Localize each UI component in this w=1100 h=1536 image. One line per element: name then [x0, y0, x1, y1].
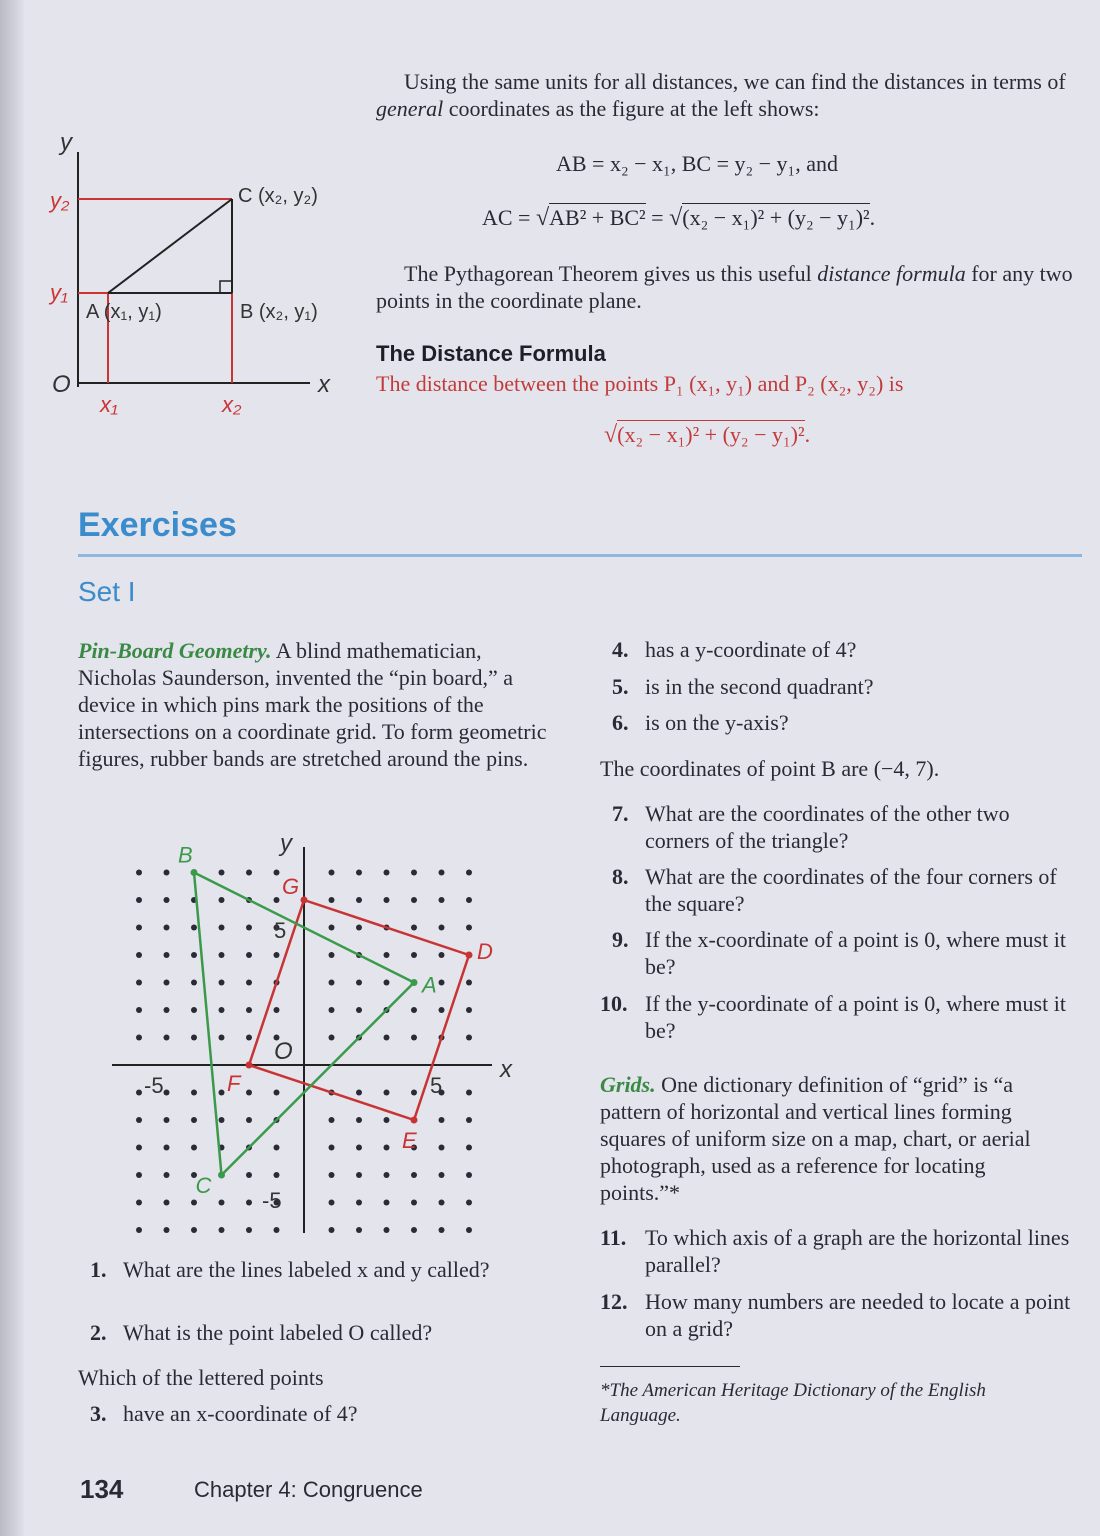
pin: [329, 897, 335, 903]
intro-paragraph: [376, 68, 1086, 122]
pinboard-lead: Pin-Board Geometry.: [78, 638, 272, 663]
fig1-x2-label: x₂: [222, 392, 242, 417]
pin: [136, 870, 142, 876]
pythagorean-text-2: for any two points in the coordinate plane.: [376, 261, 1073, 313]
pin: [191, 952, 197, 958]
pin: [466, 897, 472, 903]
pinboard-y-label: y: [280, 830, 292, 857]
distance-formula-period: .: [804, 422, 811, 447]
question-5-number: 5.: [612, 674, 629, 699]
fig1-ac: [108, 199, 232, 293]
pin: [356, 897, 362, 903]
point-b-marker: [191, 869, 198, 876]
pin: [219, 1227, 225, 1233]
pin: [384, 1227, 390, 1233]
fig1-y1-label: y₁: [50, 280, 68, 305]
question-1-number: 1.: [90, 1257, 107, 1282]
question-10-text: If the y-coordinate of a point is 0, where must it be?: [645, 991, 1066, 1043]
pin: [356, 870, 362, 876]
pin: [164, 1227, 170, 1233]
fig1-origin-label: O: [52, 371, 71, 398]
pin: [164, 952, 170, 958]
pin: [274, 1227, 280, 1233]
point-d-marker: [466, 952, 473, 959]
pin: [219, 925, 225, 931]
question-3-number: 3.: [90, 1401, 107, 1426]
equation-ac-period: .: [869, 205, 876, 230]
pin: [356, 980, 362, 986]
question-2-number: 2.: [90, 1320, 107, 1345]
pin: [246, 870, 252, 876]
pin: [439, 952, 445, 958]
pin: [136, 897, 142, 903]
pin: [384, 897, 390, 903]
question-12-number: 12.: [600, 1289, 628, 1314]
question-9-text: If the x-coordinate of a point is 0, where must it be?: [645, 927, 1066, 979]
pin: [136, 1035, 142, 1041]
question-9: [612, 926, 1072, 980]
pinboard-x-label: x: [500, 1056, 512, 1083]
distance-figure: [40, 120, 360, 430]
pin: [246, 1172, 252, 1178]
question-10-number: 10.: [600, 991, 628, 1016]
pin: [356, 1145, 362, 1151]
point-f-marker: [246, 1062, 253, 1069]
equation-ac-equals: =: [645, 205, 670, 230]
pin: [466, 1090, 472, 1096]
pin: [219, 1090, 225, 1096]
pinboard-tick-neg-x: -5: [144, 1073, 164, 1098]
pin: [136, 1200, 142, 1206]
pin: [329, 1145, 335, 1151]
pin: [164, 1200, 170, 1206]
pin: [439, 1172, 445, 1178]
distance-formula-expression: [604, 422, 810, 449]
pin: [439, 1117, 445, 1123]
pin: [191, 1117, 197, 1123]
radical-sign-icon: √: [669, 205, 683, 231]
question-10: [600, 990, 1072, 1044]
pin: [356, 925, 362, 931]
pin: [164, 897, 170, 903]
fig1-right-angle: [220, 281, 232, 293]
pin: [274, 1172, 280, 1178]
footnote: *The American Heritage Dictionary of the English Language.: [600, 1380, 986, 1426]
intro-emphasis-general: general: [376, 96, 444, 121]
which-lettered-points: Which of the lettered points: [78, 1365, 324, 1390]
question-3: [90, 1400, 530, 1427]
pin: [411, 1172, 417, 1178]
pin: [136, 980, 142, 986]
pin: [164, 1007, 170, 1013]
pin: [411, 1200, 417, 1206]
pin: [439, 870, 445, 876]
pin: [191, 1227, 197, 1233]
question-8-number: 8.: [612, 864, 629, 889]
pin: [246, 1035, 252, 1041]
set-title: Set I: [78, 576, 136, 607]
pin: [329, 870, 335, 876]
question-7-text: What are the coordinates of the other two corners of the triangle?: [645, 801, 1010, 853]
pin: [356, 1090, 362, 1096]
pin: [329, 1172, 335, 1178]
grids-paragraph: [600, 1071, 1070, 1206]
fig1-y2-label: y₂: [50, 188, 70, 213]
pin: [219, 897, 225, 903]
question-7: [612, 800, 1062, 854]
pin: [246, 1200, 252, 1206]
pin: [439, 980, 445, 986]
question-12: [600, 1288, 1072, 1342]
pin: [411, 1007, 417, 1013]
pin: [191, 1090, 197, 1096]
point-g-marker: [301, 897, 308, 904]
point-b-statement: The coordinates of point B are (−4, 7).: [600, 756, 940, 781]
pin: [164, 1035, 170, 1041]
exercises-divider: [78, 554, 1082, 557]
pinboard-origin-label: O: [274, 1038, 293, 1065]
intro-text-1: Using the same units for all distances, we can find the distances in terms of: [404, 69, 1066, 94]
pin: [136, 1172, 142, 1178]
radical-sign-icon: √: [604, 422, 618, 448]
intro-text-2: coordinates as the figure at the left shows:: [443, 96, 820, 121]
pin: [191, 1035, 197, 1041]
pin: [439, 925, 445, 931]
equation-ab-bc-text: AB = x₂ − x₁, BC = y₂ − y₁, and: [556, 151, 838, 176]
distance-formula-radicand: (x₂ − x₁)² + (y₂ − y₁)²: [617, 422, 805, 447]
pin: [136, 1227, 142, 1233]
pin: [329, 925, 335, 931]
pin: [274, 897, 280, 903]
fig1-x1-label: x₁: [100, 392, 118, 417]
question-4-text: has a y-coordinate of 4?: [645, 637, 857, 662]
pin: [356, 1172, 362, 1178]
point-c-marker: [218, 1172, 225, 1179]
pin: [164, 980, 170, 986]
question-4-number: 4.: [612, 637, 629, 662]
question-6: [612, 709, 1072, 736]
pin: [411, 897, 417, 903]
pin: [274, 870, 280, 876]
pin: [356, 1117, 362, 1123]
pin: [219, 980, 225, 986]
pin: [274, 1007, 280, 1013]
pin: [439, 1007, 445, 1013]
pythagorean-text-1: The Pythagorean Theorem gives us this useful: [404, 261, 818, 286]
pin: [439, 897, 445, 903]
fig1-point-b: B (x₂, y₁): [240, 301, 318, 323]
pin: [164, 870, 170, 876]
pinboard-tick-pos-x: 5: [430, 1073, 443, 1098]
pinboard-figure: [100, 825, 540, 1235]
question-9-number: 9.: [612, 927, 629, 952]
grids-text: One dictionary definition of “grid” is “a pattern of horizontal and vertical lines forming squares of uniform size on a map, chart, or aerial photograph, used as a reference for locating points.”*: [600, 1072, 1031, 1205]
pin: [356, 1200, 362, 1206]
exercises-title: Exercises: [78, 506, 237, 544]
pin: [219, 870, 225, 876]
pin: [466, 925, 472, 931]
pin: [439, 1227, 445, 1233]
pin: [466, 1145, 472, 1151]
pin: [191, 1145, 197, 1151]
pin: [384, 1117, 390, 1123]
pin: [329, 952, 335, 958]
equation-ab-bc: [556, 151, 838, 177]
pin: [356, 1227, 362, 1233]
pin: [136, 1090, 142, 1096]
distance-formula-statement: The distance between the points P₁ (x₁, y₁) and P₂ (x₂, y₂) is: [376, 371, 904, 396]
pin: [191, 1007, 197, 1013]
pythagorean-emphasis: distance formula: [817, 261, 966, 286]
chapter-title: Chapter 4: Congruence: [194, 1477, 423, 1502]
pin: [329, 1117, 335, 1123]
pin: [411, 1035, 417, 1041]
pin: [164, 1117, 170, 1123]
pin: [384, 952, 390, 958]
pin: [466, 1172, 472, 1178]
pin: [329, 1227, 335, 1233]
question-11-text: To which axis of a graph are the horizontal lines parallel?: [645, 1225, 1070, 1277]
pin: [411, 952, 417, 958]
pin: [384, 980, 390, 986]
pin: [246, 925, 252, 931]
distance-formula-heading: The Distance Formula: [376, 341, 606, 366]
pin: [384, 1172, 390, 1178]
question-5-text: is in the second quadrant?: [645, 674, 874, 699]
pin: [246, 952, 252, 958]
pin: [136, 1007, 142, 1013]
question-12-text: How many numbers are needed to locate a point on a grid?: [645, 1289, 1071, 1341]
fig1-x-label: x: [318, 371, 330, 398]
pin: [219, 952, 225, 958]
pin: [384, 1090, 390, 1096]
pin: [466, 1007, 472, 1013]
point-c-label: C: [195, 1173, 212, 1198]
pin: [466, 1200, 472, 1206]
pin: [411, 870, 417, 876]
pin: [164, 1172, 170, 1178]
pin: [384, 1145, 390, 1151]
point-d-label: D: [477, 939, 493, 964]
pin: [219, 1035, 225, 1041]
pin: [411, 1090, 417, 1096]
pin: [356, 1007, 362, 1013]
pin: [191, 980, 197, 986]
pin: [384, 1200, 390, 1206]
pinboard-paragraph: [78, 637, 558, 772]
pinboard-shapes: [194, 873, 469, 1176]
fig1-point-a: A (x₁, y₁): [86, 301, 162, 323]
pin: [466, 980, 472, 986]
question-3-text: have an x-coordinate of 4?: [123, 1401, 358, 1426]
question-6-text: is on the y-axis?: [645, 710, 789, 735]
pin: [329, 1035, 335, 1041]
book-spine-shadow: [0, 0, 24, 1536]
question-11: [600, 1224, 1072, 1278]
pin: [136, 1117, 142, 1123]
pin: [466, 1227, 472, 1233]
point-e-marker: [411, 1117, 418, 1124]
question-6-number: 6.: [612, 710, 629, 735]
point-a-marker: [411, 979, 418, 986]
question-11-number: 11.: [600, 1225, 627, 1250]
pin: [164, 925, 170, 931]
footnote-rule: [600, 1366, 740, 1367]
question-5: [612, 673, 1072, 700]
pin: [411, 925, 417, 931]
point-e-label: E: [402, 1128, 417, 1153]
pin: [246, 980, 252, 986]
pin: [384, 1035, 390, 1041]
question-8-text: What are the coordinates of the four corners of the square?: [645, 864, 1057, 916]
question-4: [612, 636, 1072, 663]
pin: [164, 1090, 170, 1096]
fig1-point-c: C (x₂, y₂): [238, 185, 318, 207]
point-f-label: F: [227, 1071, 241, 1096]
pin: [439, 1145, 445, 1151]
pin: [274, 952, 280, 958]
page-number: 134: [80, 1474, 124, 1504]
pin: [274, 1090, 280, 1096]
pin: [411, 1227, 417, 1233]
question-1-text: What are the lines labeled x and y called?: [123, 1257, 490, 1282]
pin: [136, 952, 142, 958]
point-b-label: B: [178, 842, 193, 868]
equation-ac-left: AC =: [482, 205, 536, 230]
question-2: [90, 1319, 530, 1346]
pin: [136, 925, 142, 931]
fig1-y-label: y: [60, 129, 72, 156]
pin: [329, 1200, 335, 1206]
pin: [164, 1145, 170, 1151]
point-g-label: G: [282, 874, 300, 899]
pin: [329, 980, 335, 986]
pin: [246, 1117, 252, 1123]
pin: [219, 1007, 225, 1013]
pin: [246, 1090, 252, 1096]
pin: [466, 870, 472, 876]
pin: [274, 1145, 280, 1151]
pin: [191, 1200, 197, 1206]
pin: [329, 1007, 335, 1013]
grids-lead: Grids.: [600, 1072, 656, 1097]
pinboard-text: A blind mathematician, Nicholas Saunderson, invented the “pin board,” a device in which pins mark the positions of the intersections on a coordinate grid. To form geometric figures, rubber bands are stretched around the pins.: [78, 638, 547, 771]
pin: [384, 870, 390, 876]
pin: [439, 1200, 445, 1206]
question-7-number: 7.: [612, 801, 629, 826]
pin: [136, 1145, 142, 1151]
pinboard-point-labels: [178, 843, 493, 1199]
question-8: [612, 863, 1062, 917]
radical-sign-icon: √: [535, 205, 550, 231]
pin: [246, 1007, 252, 1013]
pin: [191, 925, 197, 931]
pinboard-tick-neg-y: -5: [262, 1188, 282, 1213]
pin: [219, 1200, 225, 1206]
pinboard-tick-pos-y: 5: [274, 918, 287, 943]
pin: [246, 1227, 252, 1233]
equation-ac: [482, 205, 875, 232]
pin: [466, 1035, 472, 1041]
equation-ac-radicand-2: (x₂ − x₁)² + (y₂ − y₁)²: [682, 205, 870, 230]
pin: [219, 1117, 225, 1123]
equation-ac-radicand-1: AB² + BC²: [549, 205, 646, 230]
pin: [466, 1117, 472, 1123]
question-1: [90, 1256, 510, 1283]
pythagorean-paragraph: [376, 260, 1086, 314]
question-2-text: What is the point labeled O called?: [123, 1320, 433, 1345]
point-a-label: A: [422, 972, 437, 998]
